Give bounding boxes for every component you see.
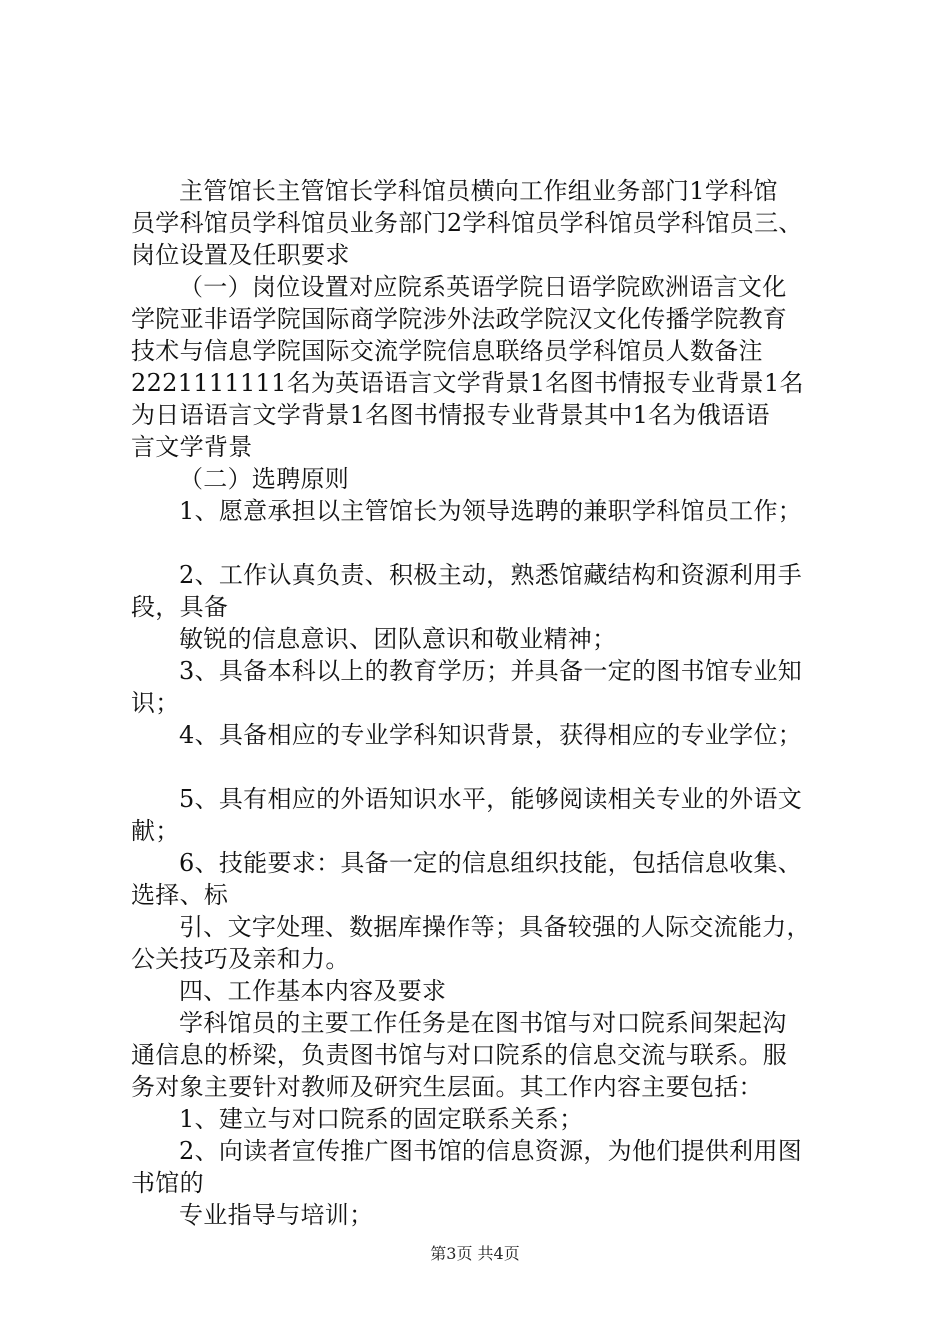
- paragraph-line: 主管馆长主管馆长学科馆员横向工作组业务部门1学科馆: [179, 177, 778, 205]
- section-heading: （二）选聘原则: [179, 465, 350, 493]
- document-body: [131, 175, 831, 1231]
- paragraph-line: 学科馆员的主要工作任务是在图书馆与对口院系间架起沟: [179, 1009, 787, 1037]
- paragraph-line: 段，具备: [131, 593, 229, 621]
- paragraph-line: 识；: [131, 689, 180, 717]
- page-number-footer: 第3页 共4页: [430, 1244, 520, 1263]
- paragraph-line: 言文学背景: [131, 433, 253, 461]
- list-item: 1、建立与对口院系的固定联系关系；: [179, 1105, 584, 1133]
- spacer: [131, 527, 831, 559]
- paragraph-line: 务对象主要针对教师及研究生层面。其工作内容主要包括：: [131, 1073, 763, 1101]
- paragraph-line: 献；: [131, 817, 180, 845]
- list-item: 3、具备本科以上的教育学历；并具备一定的图书馆专业知: [179, 657, 803, 685]
- paragraph-line: 员学科馆员学科馆员业务部门2学科馆员学科馆员学科馆员三、: [131, 209, 803, 237]
- paragraph-line: 学院亚非语学院国际商学院涉外法政学院汉文化传播学院教育: [131, 305, 788, 333]
- list-item: 2、向读者宣传推广图书馆的信息资源，为他们提供利用图: [179, 1137, 803, 1165]
- list-item: 1、愿意承担以主管馆长为领导选聘的兼职学科馆员工作；: [179, 497, 803, 525]
- list-item: 6、技能要求：具备一定的信息组织技能，包括信息收集、: [179, 849, 803, 877]
- list-item: 2、工作认真负责、积极主动，熟悉馆藏结构和资源利用手: [179, 561, 803, 589]
- paragraph-line: 公关技巧及亲和力。: [131, 945, 350, 973]
- paragraph-line: 敏锐的信息意识、团队意识和敬业精神；: [179, 625, 617, 653]
- section-heading: 四、工作基本内容及要求: [179, 977, 447, 1005]
- paragraph-line: 通信息的桥梁，负责图书馆与对口院系的信息交流与联系。服: [131, 1041, 788, 1069]
- paragraph-line: （一）岗位设置对应院系英语学院日语学院欧洲语言文化: [179, 273, 787, 301]
- paragraph-line: 岗位设置及任职要求: [131, 241, 350, 269]
- paragraph-line: 引、文字处理、数据库操作等；具备较强的人际交流能力，: [179, 913, 811, 941]
- paragraph-line: 选择、标: [131, 881, 229, 909]
- paragraph-line: 专业指导与培训；: [179, 1201, 374, 1229]
- paragraph-line: 技术与信息学院国际交流学院信息联络员学科馆员人数备注: [131, 337, 763, 365]
- list-item: 4、具备相应的专业学科知识背景，获得相应的专业学位；: [179, 721, 803, 749]
- spacer: [131, 751, 831, 783]
- paragraph-line: 2221111111名为英语语言文学背景1名图书情报专业背景1名: [131, 369, 804, 397]
- list-item: 5、具有相应的外语知识水平，能够阅读相关专业的外语文: [179, 785, 803, 813]
- paragraph-line: 书馆的: [131, 1169, 204, 1197]
- paragraph-line: 为日语语言文学背景1名图书情报专业背景其中1名为俄语语: [131, 401, 770, 429]
